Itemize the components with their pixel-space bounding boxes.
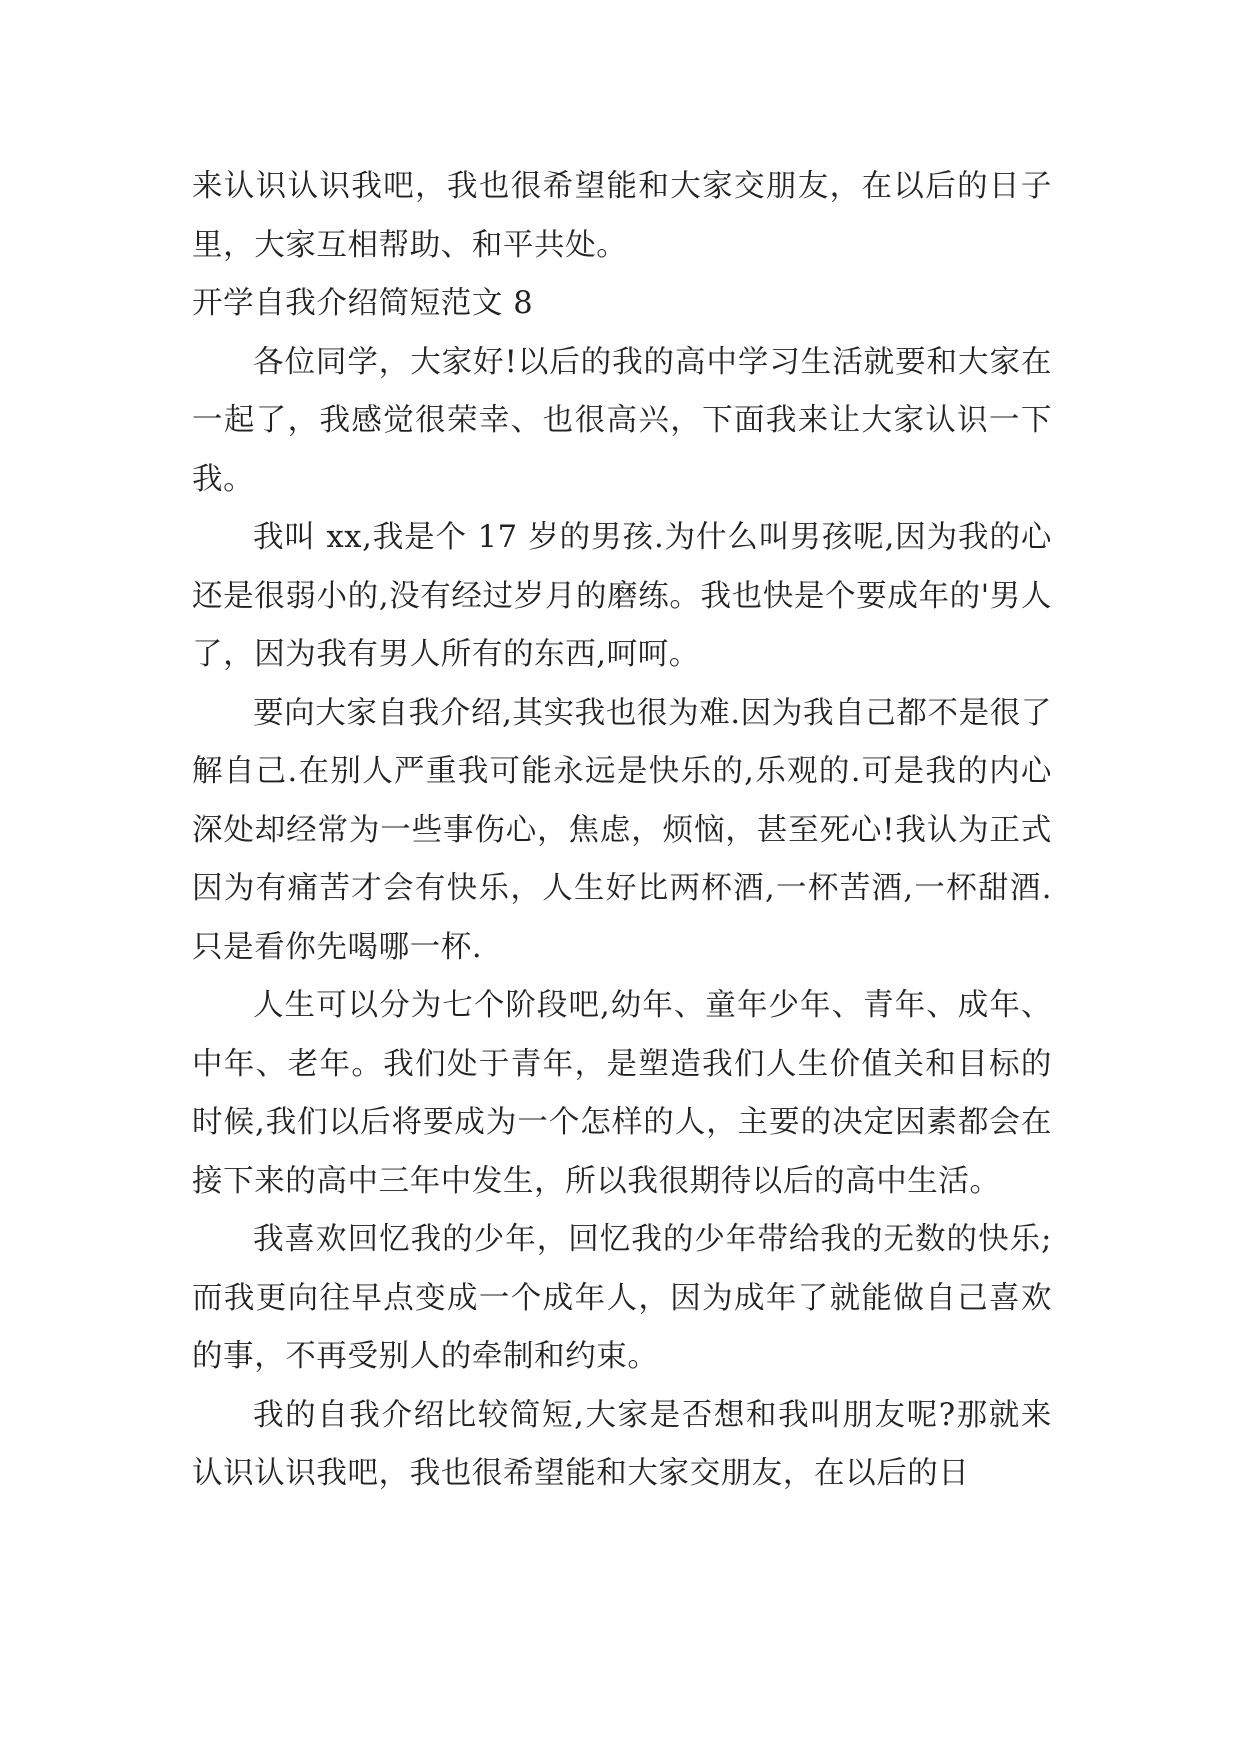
paragraph-greeting: 各位同学，大家好!以后的我的高中学习生活就要和大家在一起了，我感觉很荣幸、也很高兴，下面我来让大家认识一下我。 xyxy=(192,344,1052,497)
paragraph-closing: 我的自我介绍比较简短,大家是否想和我叫朋友呢?那就来认识认识我吧，我也很希望能和大家交朋友，在以后的日 xyxy=(192,1397,1052,1491)
section-heading: 开学自我介绍简短范文 8 xyxy=(192,286,534,321)
paragraph-continuation: 来认识认识我吧，我也很希望能和大家交朋友，在以后的日子里，大家互相帮助、和平共处。 xyxy=(192,169,1052,263)
paragraph-self-understanding: 要向大家自我介绍,其实我也很为难.因为我自己都不是很了解自己.在别人严重我可能永远是快乐的,乐观的.可是我的内心深处却经常为一些事伤心，焦虑，烦恼，甚至死心!我认为正式因为有痛苦才会有快乐，人生好比两杯酒,一杯苦酒,一杯甜酒.只是看你先喝哪一杯. xyxy=(192,695,1052,965)
document-body xyxy=(192,158,1052,1504)
paragraph-youth-memories: 我喜欢回忆我的少年，回忆我的少年带给我的无数的快乐;而我更向往早点变成一个成年人，因为成年了就能做自己喜欢的事，不再受别人的牵制和约束。 xyxy=(192,1222,1052,1374)
paragraph-name-age: 我叫 xx,我是个 17 岁的男孩.为什么叫男孩呢,因为我的心还是很弱小的,没有经过岁月的磨练。我也快是个要成年的'男人了，因为我有男人所有的东西,呵呵。 xyxy=(192,520,1052,672)
paragraph-life-stages: 人生可以分为七个阶段吧,幼年、童年少年、青年、成年、中年、老年。我们处于青年，是塑造我们人生价值关和目标的时候,我们以后将要成为一个怎样的人，主要的决定因素都会在接下来的高中三年中发生，所以我很期待以后的高中生活。 xyxy=(192,988,1052,1199)
